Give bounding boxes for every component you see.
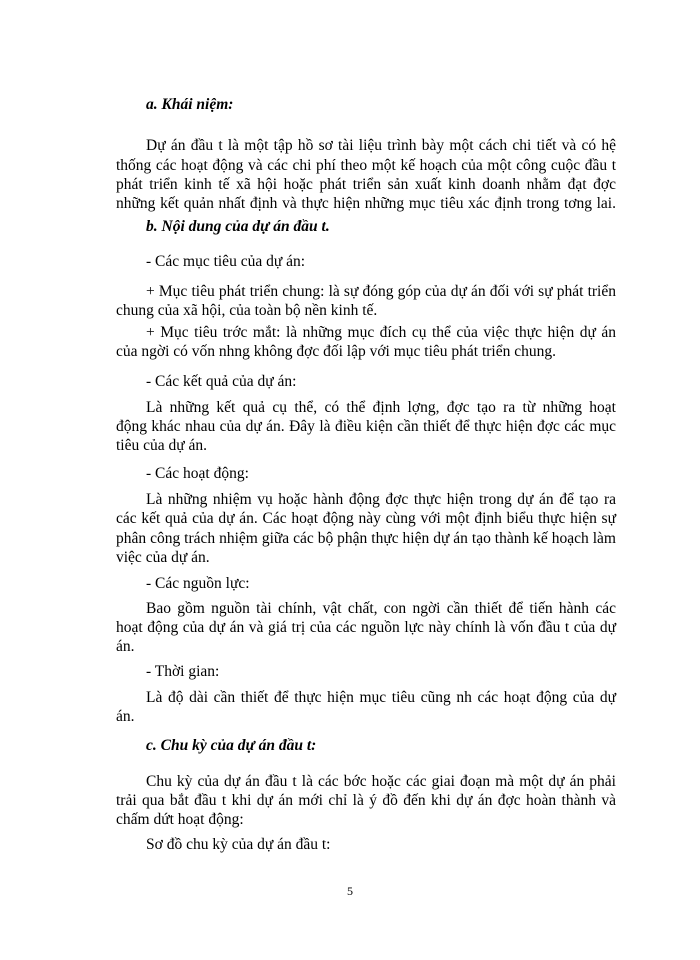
heading-a: a. Khái niệm: (146, 96, 234, 113)
paragraph-line: Là độ dài cần thiết để thực hiện mục tiêu cũng nh các hoạt động của dự (146, 689, 616, 706)
paragraph-line: Là những kết quả cụ thể, có thể định lợng, đợc tạo ra từ những hoạt (146, 399, 616, 416)
paragraph-line: thống các hoạt động và các chi phí theo một kế hoạch của một công cuộc đầu t (116, 157, 616, 174)
paragraph-line: việc của dự án. (116, 549, 210, 566)
paragraph-line: + Mục tiêu trớc mắt: là những mục đích cụ thể của việc thực hiện dự án (146, 324, 616, 341)
paragraph-line: Bao gồm nguồn tài chính, vật chất, con ngời cần thiết để tiến hành các (146, 600, 616, 617)
paragraph-line: án. (116, 638, 135, 655)
paragraph-line: trải qua bắt đầu t khi dự án mới chỉ là ý đồ đến khi dự án đợc hoàn thành và (116, 792, 616, 809)
time-label: - Thời gian: (146, 663, 220, 680)
goals-label: - Các mục tiêu của dự án: (146, 253, 306, 270)
paragraph-line: tiêu của dự án. (116, 437, 208, 454)
resources-label: - Các nguồn lực: (146, 575, 250, 592)
paragraph-line: + Mục tiêu phát triển chung: là sự đóng góp của dự án đối với sự phát triển (146, 283, 616, 300)
paragraph-line: động khác nhau của dự án. Đây là điều kiện cần thiết để thực hiện đợc các mục (116, 418, 616, 435)
paragraph-line: của ngời có vốn nhng không đợc đối lập với mục tiêu phát triển chung. (116, 343, 556, 360)
paragraph-line: án. (116, 708, 135, 725)
paragraph-line: Là những nhiệm vụ hoặc hành động đợc thực hiện trong dự án để tạo ra (146, 491, 616, 508)
paragraph-line: các kết quả của dự án. Các hoạt động này cùng với một định biểu thực hiện sự (116, 510, 616, 527)
heading-b: b. Nội dung của dự án đầu t. (146, 218, 330, 235)
paragraph-line: chung của xã hội, của toàn bộ nền kinh tế. (116, 302, 378, 319)
results-label: - Các kết quả của dự án: (146, 373, 297, 390)
paragraph-line: những kết quản nhất định và thực hiện những mục tiêu xác định trong tơng lai. (116, 195, 616, 212)
paragraph-line: hoạt động của dự án và giá trị của các nguồn lực này chính là vốn đầu t của dự (116, 619, 616, 636)
paragraph-line: Chu kỳ của dự án đầu t là các bớc hoặc các giai đoạn mà một dự án phải (146, 773, 616, 790)
paragraph-line: Dự án đầu t là một tập hồ sơ tài liệu trình bày một cách chi tiết và có hệ (146, 137, 616, 154)
diagram-label: Sơ đồ chu kỳ của dự án đầu t: (146, 836, 331, 853)
paragraph-line: chấm dứt hoạt động: (116, 811, 244, 828)
heading-c: c. Chu kỳ của dự án đầu t: (146, 737, 317, 754)
paragraph-line: phân công trách nhiệm giữa các bộ phận thực hiện dự án tạo thành kế hoạch làm (116, 530, 616, 547)
activities-label: - Các hoạt động: (146, 465, 249, 482)
paragraph-line: phát triển kinh tế xã hội hoặc phát triển sản xuất kinh doanh nhằm đạt đợc (116, 176, 616, 193)
page-number: 5 (347, 884, 353, 898)
